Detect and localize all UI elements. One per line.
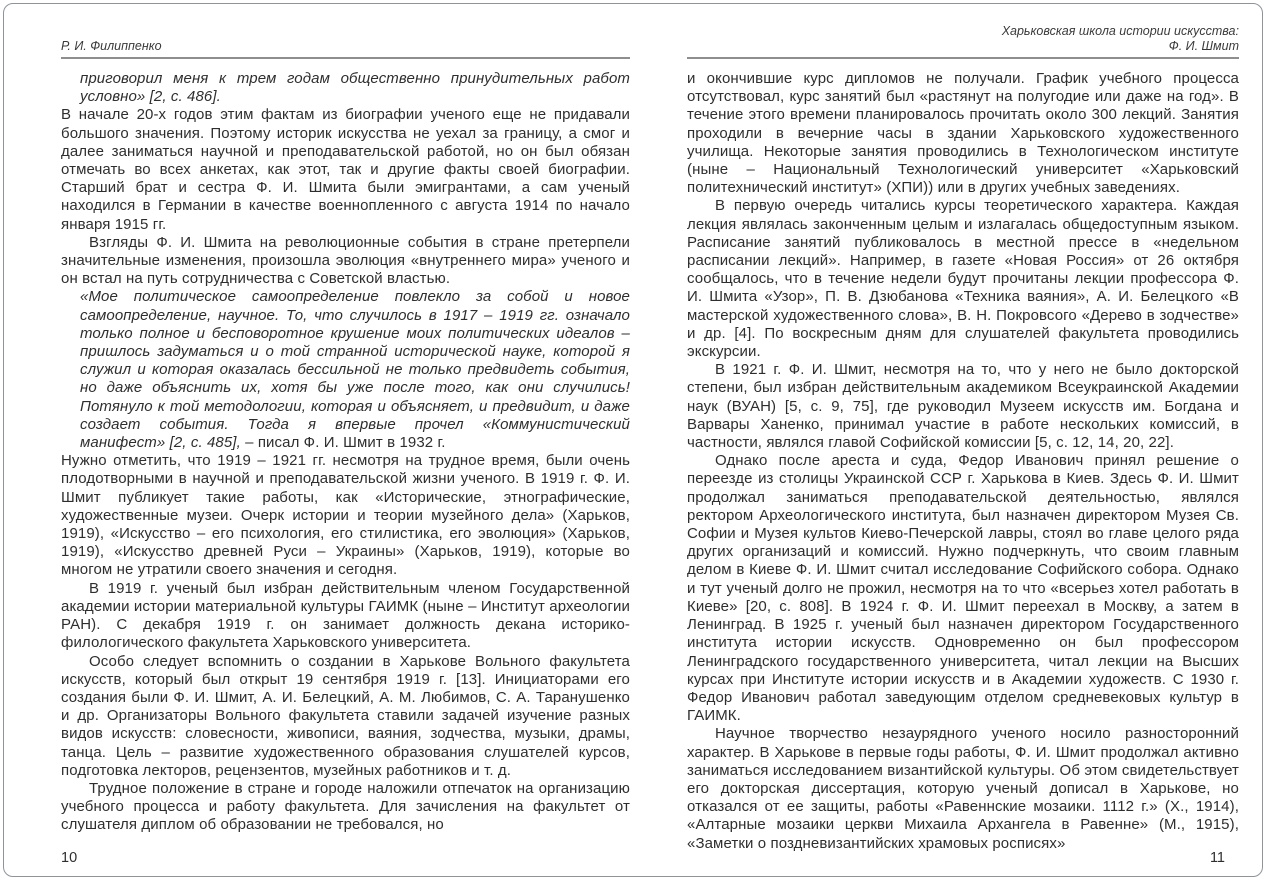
text-run: В начале 20-х годов этим фактам из биографии ученого еще не придавали большого значения. Поэтому историк искусства не уехал за границу, а смог и далее заниматься научной и преподавательской работой, но он был обязан отмечать во всех анкетах, как этот, так и другие факты своей биографии. Старший брат и сестра Ф. И. Шмита были эмигрантами, а сам ученый находился в Германии в качестве военнопленного с августа 1914 по начало января 1915 гг. [61, 106, 630, 233]
text-run: Однако после ареста и суда, Федор Иванович принял решение о переезде из столицы Украинской ССР г. Харькова в Киев. Здесь Ф. И. Шмит продолжал заниматься преподавательской деятельностью, являлся ректором Археологического института, был назначен директором Музея Св. Софии и Музея культов Киево-Печерской лавры, стоял во главе целого ряда других организаций и комиссий. Нужно подчеркнуть, что своим главным делом в Киеве Ф. И. Шмит считал исследование Софийского собора. Однако и тут ученый долго не прожил, несмотря на то что «всерьез хотел работать в Киеве» [20, с. 808]. В 1924 г. Ф. И. Шмит переехал в Москву, а затем в Ленинград. В 1925 г. ученый был назначен директором Государственного института истории искусств. Одновременно он был профессором Ленинградского государственного университета, читал лекции на Высших курсах при Институте истории искусств и в Академии художеств. С 1930 г. Федор Иванович работал заведующим отделом средневековых культур в ГАИМК. [687, 452, 1239, 725]
page-right [687, 22, 1239, 866]
page-body-right [687, 70, 1239, 853]
page-number-right: 11 [1209, 850, 1225, 866]
right-running-header [687, 22, 1239, 59]
paragraph [61, 780, 630, 835]
quoted-passage [80, 70, 630, 106]
page-body-left [61, 70, 630, 835]
paragraph [61, 234, 630, 289]
paragraph [61, 653, 630, 780]
left-running-header [61, 22, 630, 59]
text-run: В 1921 г. Ф. И. Шмит, несмотря на то, что у него не было докторской степени, был избран действительным академиком Всеукраинской Академии наук (ВУАН) [5, с. 9, 75], где руководил Музеем искусств им. Богдана и Варвары Ханенко, принимал участие в работе нескольких комиссий, в частности, являлся главой Софийской комиссии [5, с. 12, 14, 20, 22]. [687, 361, 1239, 452]
paragraph [687, 725, 1239, 852]
text-run: Научное творчество незаурядного ученого носило разносторонний характер. В Харькове в первые годы работы, Ф. И. Шмит продолжал активно заниматься исследованием византийской культуры. Об этом свидетельствует его докторская диссертация, которую ученый дописал в Харькове, но отказался от ее защиты, работы «Равеннские мозаики. 1112 г.» (Х., 1914), «Алтарные мозаики церкви Михаила Архангела в Равенне» (М., 1915), «Заметки о поздневизантийских храмовых росписях» [687, 725, 1239, 852]
running-header-author: Р. И. Филиппенко [61, 39, 162, 53]
text-run: Нужно отметить, что 1919 – 1921 гг. несмотря на трудное время, были очень плодотворными в научной и преподавательской жизни ученого. В 1919 г. Ф. И. Шмит публикует такие работы, как «Исторические, этнографические, художественные музеи. Очерк истории и теории музейного дела» (Харьков, 1919), «Искусство – его психология, его стилистика, его эволюция» (Харьков, 1919), «Искусство древней Руси – Украины» (Харьков, 1919), которые во многом не утратили своего значения и сегодня. [61, 452, 630, 579]
paragraph [687, 70, 1239, 197]
italic-text-run: приговорил меня к трем годам общественно принудительных работ условно» [2, с. 486]. [80, 70, 630, 106]
text-run: Трудное положение в стране и городе наложили отпечаток на организацию учебного процесса и работу факультета. Для зачисления на факультет от слушателя диплом об образовании не требовался, но [61, 779, 630, 834]
paragraph [61, 452, 630, 579]
paragraph [61, 106, 630, 233]
text-run: Особо следует вспомнить о создании в Харькове Вольного факультета искусств, который был открыт 19 сентября 1919 г. [13]. Инициаторами его создания были Ф. И. Шмит, А. И. Белецкий, А. М. Любимов, С. А. Таранушенко и др. Организаторы Вольного факультета ставили задачей изучение разных видов искусств: словесности, живописи, ваяния, зодчества, музыки, драмы, танца. Цель – развитие художественного образования слушателей курсов, подготовка лекторов, рецензентов, музейных работников и т. д. [61, 652, 630, 779]
running-header-subject: Ф. И. Шмит [1168, 39, 1239, 53]
paragraph [61, 580, 630, 653]
paragraph [687, 361, 1239, 452]
page-left [61, 22, 630, 866]
text-run: В 1919 г. ученый был избран действительным членом Государственной академии истории материальной культуры ГАИМК (ныне – Институт археологии РАН). С декабря 1919 г. он занимает должность декана историко-филологического факультета Харьковского университета. [61, 579, 630, 652]
book-spread [3, 3, 1263, 877]
text-run: и окончившие курс дипломов не получали. График учебного процесса отсутствовал, курс занятий был «растянут на полугодие или даже на год». В течение этого времени планировалось прочитать около 300 лекций. Занятия проходили в вечерние часы в здании Харьковского художественного училища. Некоторые занятия проводились в Технологическом институте (ныне – Национальный Технологический университет «Харьковский политехнический институт» (ХПИ)) или в других учебных заведениях. [687, 70, 1239, 197]
text-run: Взгляды Ф. И. Шмита на революционные события в стране претерпели значительные изменения, произошла эволюция «внутреннего мира» ученого и он встал на путь сотрудничества с Советской властью. [61, 233, 630, 288]
page-number-left: 10 [61, 850, 78, 866]
paragraph [687, 452, 1239, 725]
italic-text-run: «Мое политическое самоопределение повлекло за собой и новое самоопределение, научное. То, что случилось в 1917 – 1919 гг. означало только полное и бесповоротное крушение моих политических идеалов – пришлось задуматься и о той странной исторической науке, которой я служил и которая оказалась бессильной не только предвидеть события, но даже объяснить их, хотя бы уже после того, как они случились! Потянуло к той методологии, которая и объясняет, и предвидит, и даже создает события. Тогда я впервые прочел «Коммунистический манифест» [2, с. 485], [80, 288, 630, 452]
running-header-title: Харьковская школа истории искусства: [1001, 24, 1239, 38]
quoted-passage [80, 288, 630, 452]
text-run: В первую очередь читались курсы теоретического характера. Каждая лекция являлась законченным целым и излагалась общедоступным языком. Расписание занятий публиковалось в местной прессе в «недельном расписании лекций». Например, в газете «Новая Россия» от 26 октября сообщалось, что в течение недели будут прочитаны лекции профессора Ф. И. Шмита «Узор», П. В. Дзюбанова «Техника ваяния», А. И. Белецкого «В мастерской художественного слова», В. Н. Покровсого «Дерево в зодчестве» и др. [4]. По воскресным дням для слушателей факультета проводились экскурсии. [687, 197, 1239, 361]
paragraph [687, 197, 1239, 361]
text-run: – писал Ф. И. Шмит в 1932 г. [240, 434, 446, 452]
